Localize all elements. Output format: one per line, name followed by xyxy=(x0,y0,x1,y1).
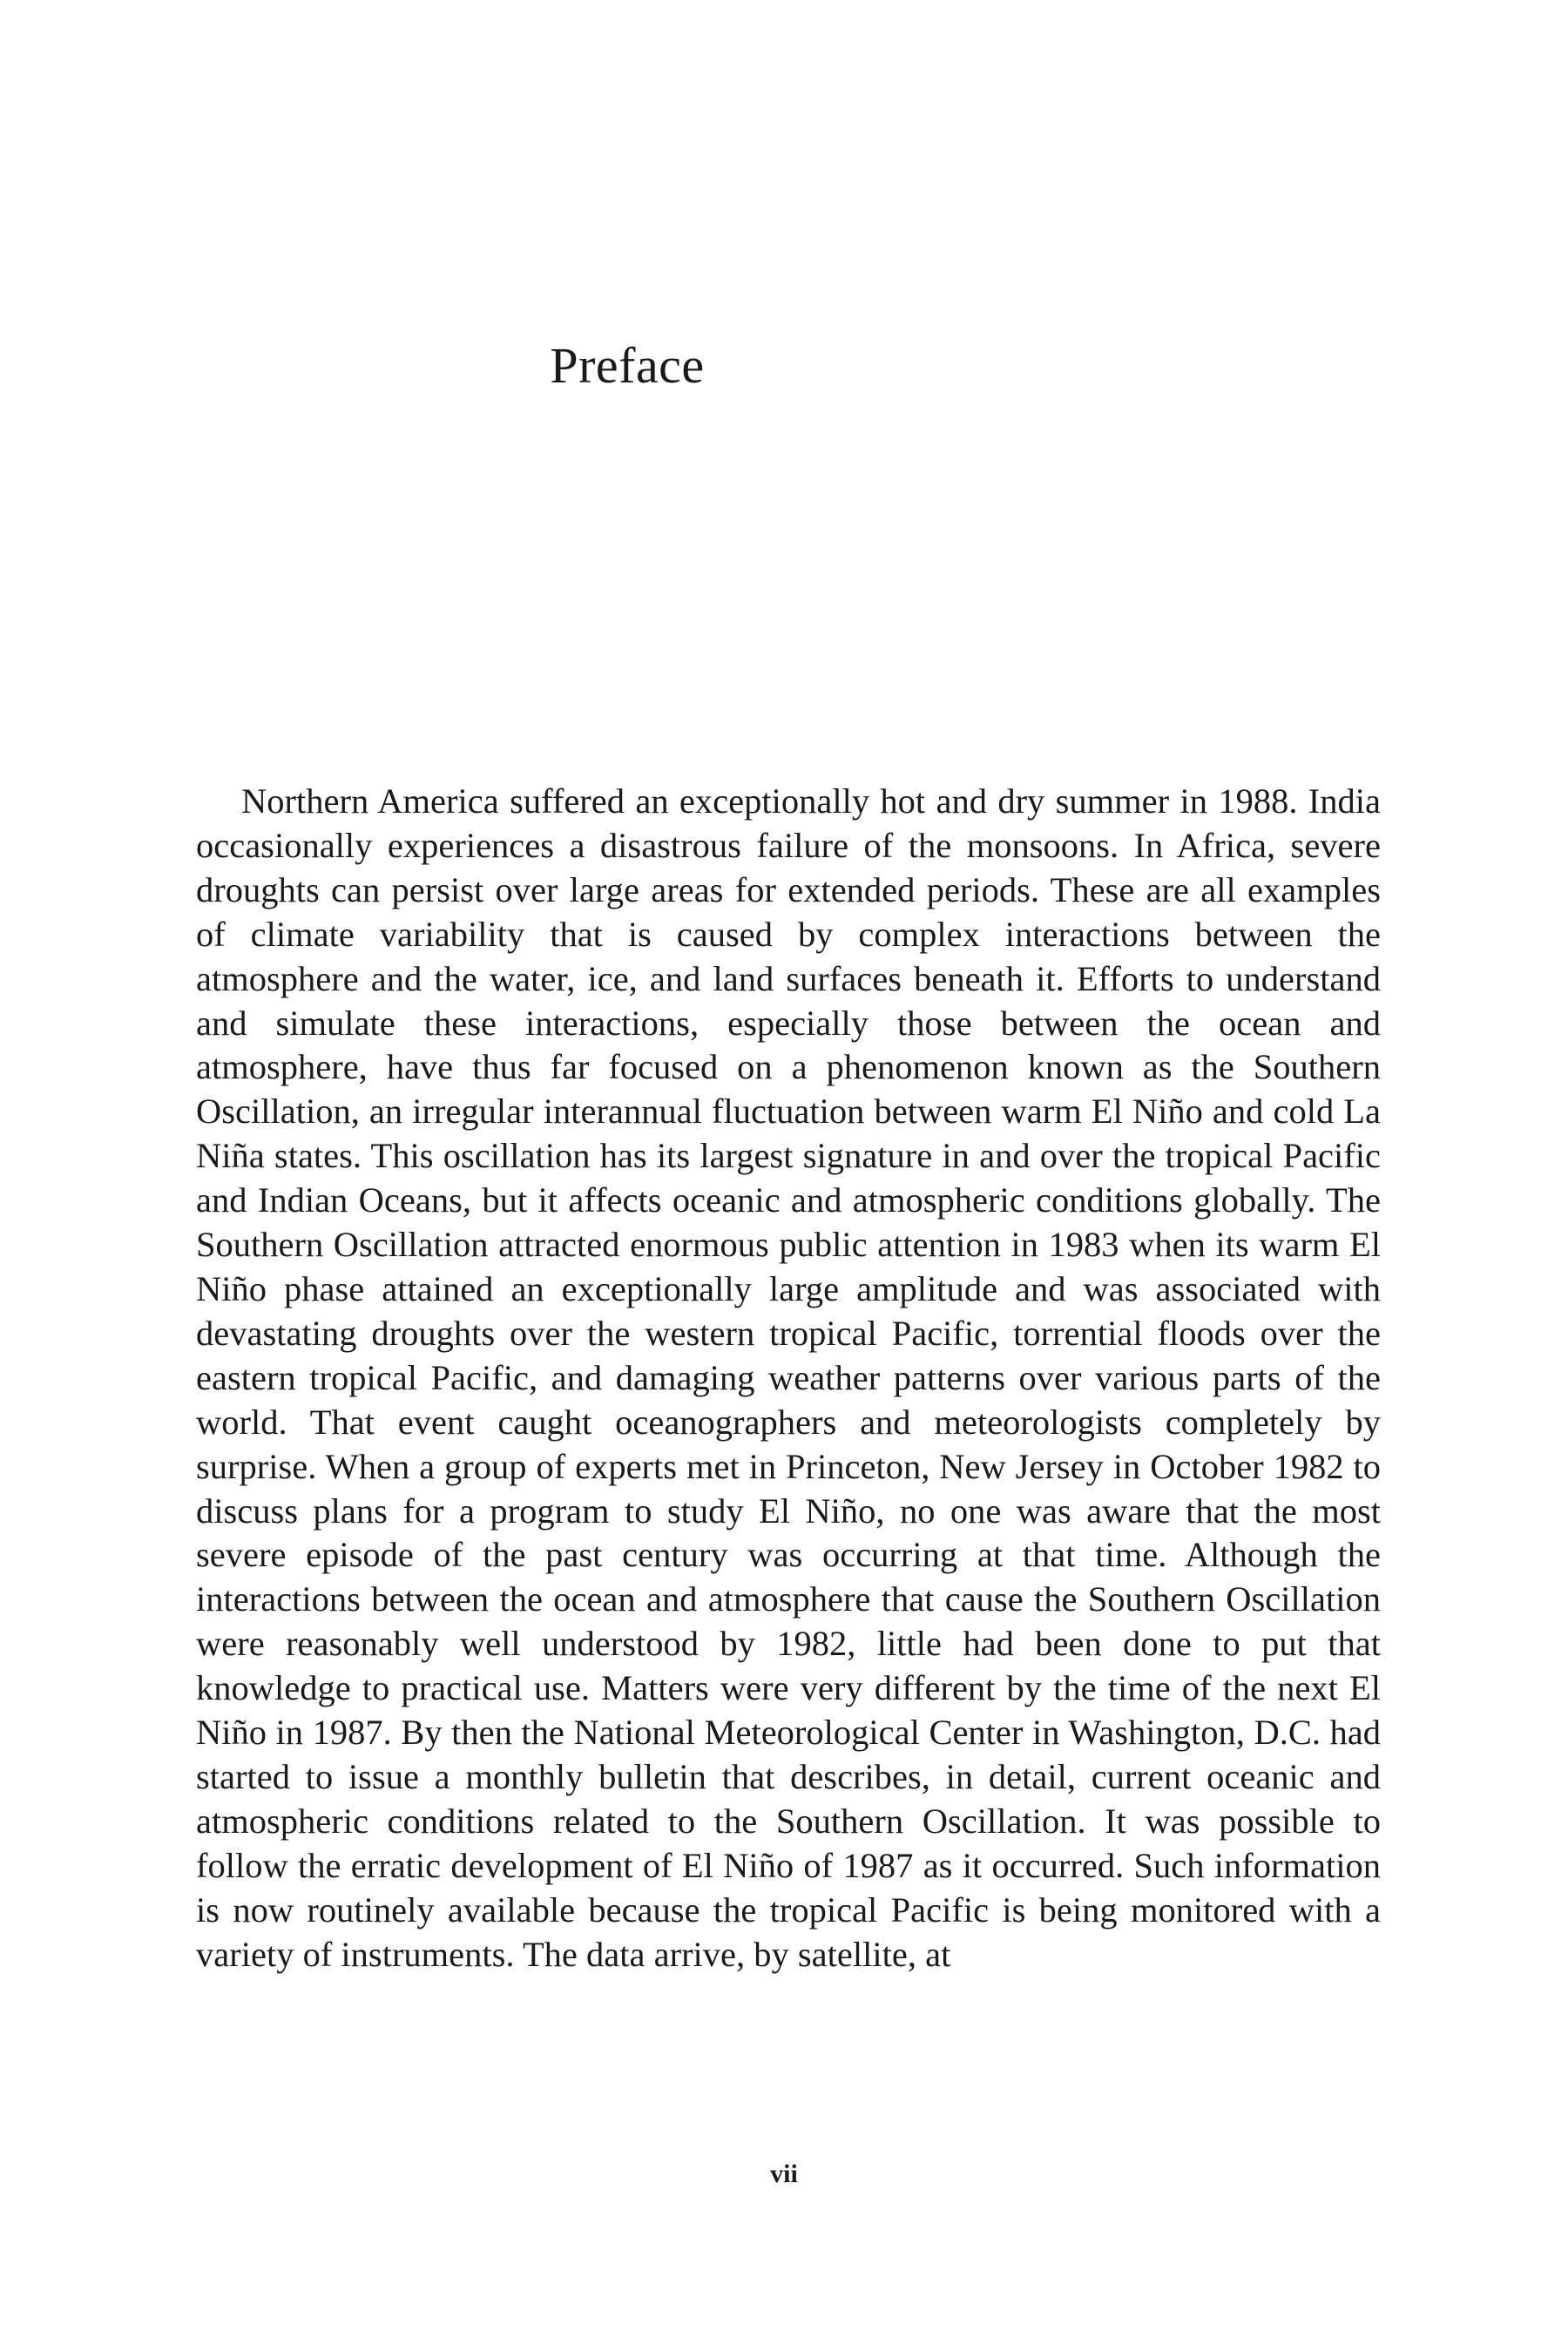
page-number: vii xyxy=(770,2159,798,2188)
page-title: Preface xyxy=(550,337,705,394)
preface-paragraph: Northern America suffered an exceptionally hot and dry summer in 1988. India occasionally experiences a disastrous failure of the monsoons. In Africa, severe droughts can persist over large areas for extended periods. These are all examples of climate variability that is caused by complex interactions between the atmosphere and the water, ice, and land surfaces beneath it. Efforts to understand and simulate these interactions, especially those between the ocean and atmosphere, have thus far focused on a phenomenon known as the Southern Oscillation, an irregular interannual fluctuation between warm El Niño and cold La Niña states. This oscillation has its largest signature in and over the tropical Pacific and Indian Oceans, but it affects oceanic and atmospheric conditions globally. The Southern Oscillation attracted enormous public attention in 1983 when its warm El Niño phase attained an exceptionally large amplitude and was associated with devastating droughts over the western tropical Pacific, torrential floods over the eastern tropical Pacific, and damaging weather patterns over various parts of the world. That event caught oceanographers and meteorologists completely by surprise. When a group of experts met in Princeton, New Jersey in October 1982 to discuss plans for a program to study El Niño, no one was aware that the most severe episode of the past century was occurring at that time. Although the interactions between the ocean and atmosphere that cause the Southern Oscillation were reasonably well understood by 1982, little had been done to put that knowledge to practical use. Matters were very different by the time of the next El Niño in 1987. By then the National Meteorological Center in Washington, D.C. had started to issue a monthly bulletin that describes, in detail, current oceanic and atmospheric conditions related to the Southern Oscillation. It was possible to follow the erratic development of El Niño of 1987 as it occurred. Such information is now routinely available because the tropical Pacific is being monitored with a variety of instruments. The data arrive, by satellite, at xyxy=(196,781,1381,1974)
